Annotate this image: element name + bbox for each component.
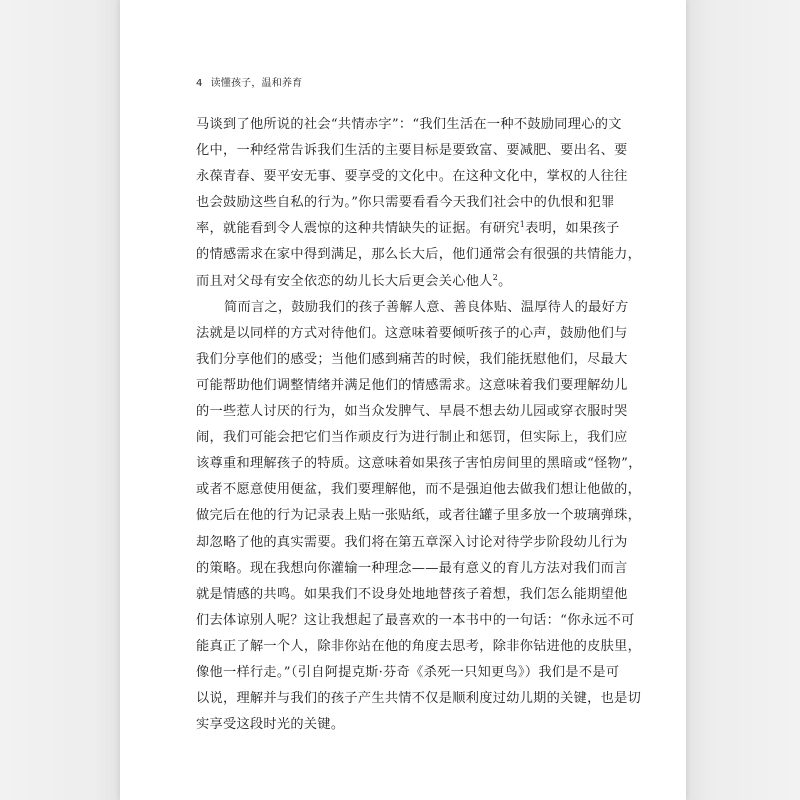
page-backdrop-right	[686, 0, 800, 800]
footnote-ref: 2	[492, 272, 499, 282]
text-line: 化中，一种经常告诉我们生活的主要目标是要致富、要减肥、要出名、要	[196, 143, 628, 159]
text-line: 的情感需求在家中得到满足，那么长大后，他们通常会有很强的共情能力，	[196, 247, 642, 263]
text-line	[196, 269, 606, 295]
text-line: 马谈到了他所说的社会“共情赤字”：“我们生活在一种不鼓励同理心的文	[196, 117, 622, 132]
text-segment: 。	[498, 273, 512, 289]
text-line: 简而言之，鼓励我们的孩子善解人意、善良体贴、温厚待人的最好方	[224, 299, 629, 315]
text-line: 闹，我们可能会把它们当作顽皮行为进行制止和惩罚，但实际上，我们应	[196, 430, 628, 446]
running-head	[196, 74, 302, 89]
text-line: 以说，理解并与我们的孩子产生共情不仅是顺利度过幼儿期的关键，也是切	[196, 691, 642, 707]
book-page	[120, 0, 686, 800]
text-segment: 率，就能看到令人震惊的这种共情缺失的证据。有研究	[196, 221, 520, 237]
page-number: 4	[196, 78, 203, 89]
text-line: 法就是以同样的方式对待他们。这意味着要倾听孩子的心声，鼓励他们与	[196, 325, 628, 341]
text-line: 或者不愿意使用便盆，我们要理解他，而不是强迫他去做我们想让他做的，	[196, 482, 642, 498]
footnote-ref: 1	[519, 220, 526, 230]
running-head-title: 读懂孩子，温和养育	[210, 78, 303, 89]
text-line: 实享受这段时光的关键。	[196, 717, 345, 733]
text-line: 做完后在他的行为记录表上贴一张贴纸，或者往罐子里多放一个玻璃弹珠，	[196, 508, 642, 524]
text-line: 们去体谅别人呢？这让我想起了最喜欢的一本书中的一句话：“你永远不可	[196, 612, 635, 628]
text-line: 的一些惹人讨厌的行为，如当众发脾气、早晨不想去幼儿园或穿衣服时哭	[196, 404, 628, 420]
text-segment: 而且对父母有安全依恋的幼儿长大后更会关心他人	[196, 273, 493, 289]
text-line: 该尊重和理解孩子的特质。这意味着如果孩子害怕房间里的黑暗或“怪物”，	[196, 456, 642, 472]
page-backdrop-left	[0, 0, 120, 800]
text-line: 却忽略了他的真实需要。我们将在第五章深入讨论对待学步阶段幼儿行为	[196, 534, 628, 550]
text-line: 的策略。现在我想向你灌输一种理念——最有意义的育儿方法对我们而言	[196, 560, 628, 576]
body-text	[196, 112, 642, 738]
text-line: 可能帮助他们调整情绪并满足他们的情感需求。这意味着我们要理解幼儿	[196, 377, 628, 393]
text-segment: 表明，如果孩子	[525, 221, 620, 237]
text-line: 就是情感的共鸣。如果我们不设身处地地替孩子着想，我们怎么能期望他	[196, 586, 628, 602]
text-line	[196, 216, 620, 242]
text-line: 也会鼓励这些自私的行为。”你只需要看看今天我们社会中的仇恨和犯罪	[196, 195, 615, 211]
text-line: 像他一样行走。”（引自阿提克斯·芬奇《杀死一只知更鸟》）我们是不是可	[196, 664, 620, 680]
text-line: 永葆青春、要平安无事、要享受的文化中。在这种文化中，掌权的人往往	[196, 169, 628, 185]
text-line: 能真正了解一个人，除非你站在他的角度去思考，除非你钻进他的皮肤里，	[196, 638, 642, 654]
text-line: 我们分享他们的感受；当他们感到痛苦的时候，我们能抚慰他们，尽最大	[196, 351, 628, 367]
